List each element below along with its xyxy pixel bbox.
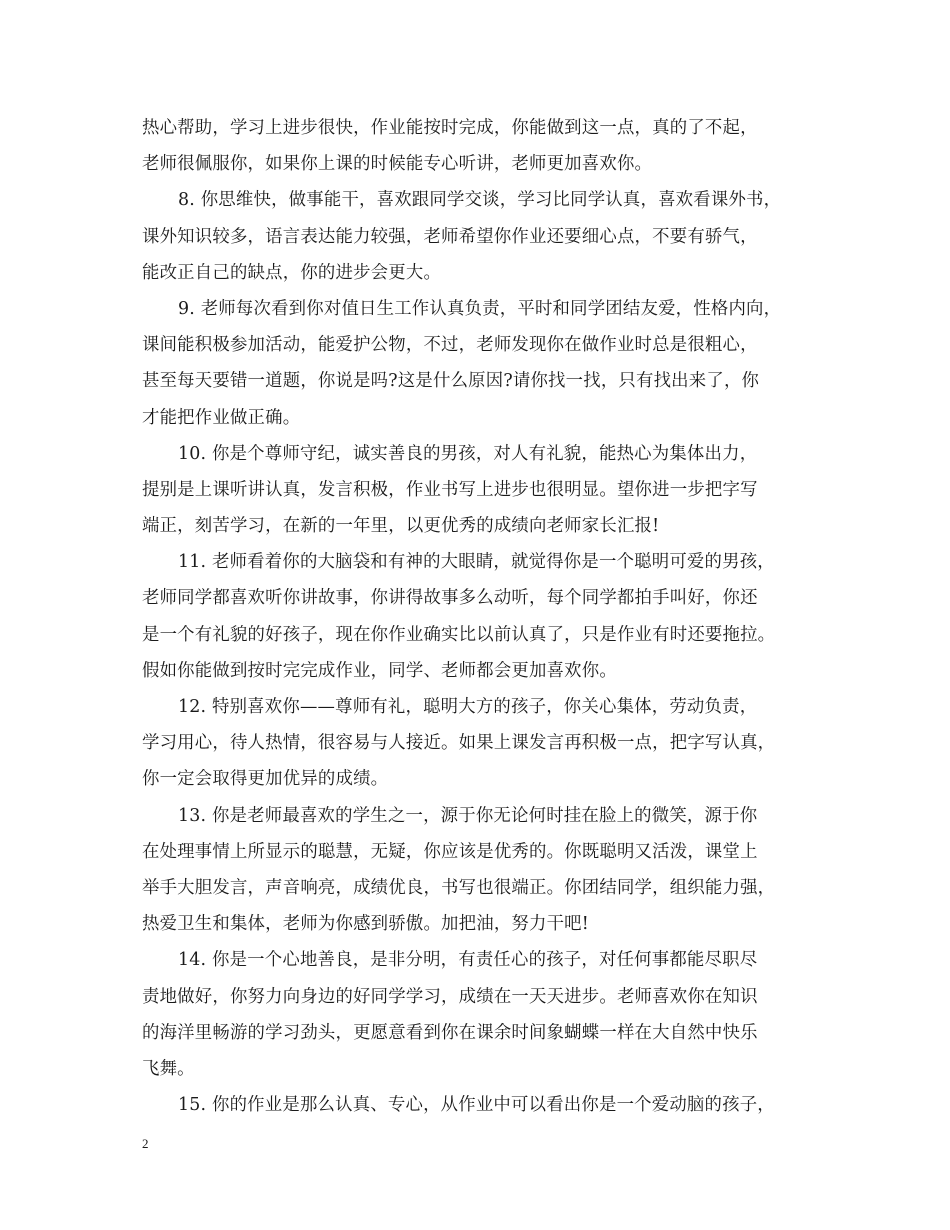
text-line: 能改正自己的缺点，你的进步会更大。 <box>142 262 442 283</box>
paragraph-start-line: 14. 你是一个心地善良，是非分明，有责任心的孩子，对任何事都能尽职尽 <box>178 950 758 971</box>
text-line: 课间能积极参加活动，能爱护公物，不过，老师发现你在做作业时总是很粗心， <box>142 335 758 356</box>
text-line: 的海洋里畅游的学习劲头，更愿意看到你在课余时间象蝴蝶一样在大自然中快乐 <box>142 1022 758 1043</box>
text-line: 端正，刻苦学习，在新的一年里，以更优秀的成绩向老师家长汇报! <box>142 516 660 537</box>
text-line: 学习用心，待人热情，很容易与人接近。如果上课发言再积极一点，把字写认真， <box>142 733 776 754</box>
paragraph-start-line: 12. 特别喜欢你——尊师有礼，聪明大方的孩子，你关心集体，劳动负责， <box>178 697 758 717</box>
text-line: 热心帮助，学习上进步很快，作业能按时完成，你能做到这一点，真的了不起， <box>142 118 758 138</box>
text-line: 才能把作业做正确。 <box>142 407 301 428</box>
text-line: 假如你能做到按时完完成作业，同学、老师都会更加喜欢你。 <box>142 660 617 681</box>
text-line: 甚至每天要错一道题，你说是吗?这是什么原因?请你找一找，只有找出来了，你 <box>142 371 760 392</box>
text-line: 热爱卫生和集体，老师为你感到骄傲。加把油，努力干吧! <box>142 914 589 935</box>
text-line: 课外知识较多，语言表达能力较强，老师希望你作业还要细心点，不要有骄气， <box>142 226 758 247</box>
page-number: 2 <box>142 1136 149 1151</box>
text-line: 在处理事情上所显示的聪慧，无疑，你应该是优秀的。你既聪明又活泼，课堂上 <box>142 841 758 862</box>
paragraph-start-line: 9. 老师每次看到你对值日生工作认真负责，平时和同学团结友爱，性格内向， <box>178 298 782 319</box>
text-line: 提别是上课听讲认真，发言积极，作业书写上进步也很明显。望你进一步把字写 <box>142 479 758 500</box>
text-line: 你一定会取得更加优异的成绩。 <box>142 769 389 790</box>
text-line: 责地做好，你努力向身边的好同学学习，成绩在一天天进步。老师喜欢你在知识 <box>142 986 758 1007</box>
text-line: 老师同学都喜欢听你讲故事，你讲得故事多么动听，每个同学都拍手叫好，你还 <box>142 588 758 609</box>
text-line: 是一个有礼貌的好孩子，现在你作业确实比以前认真了，只是作业有时还要拖拉。 <box>142 624 776 645</box>
paragraph-start-line: 10. 你是个尊师守纪，诚实善良的男孩，对人有礼貌，能热心为集体出力， <box>178 443 758 464</box>
text-line: 飞舞。 <box>142 1058 195 1079</box>
paragraph-start-line: 13. 你是老师最喜欢的学生之一，源于你无论何时挂在脸上的微笑，源于你 <box>178 805 758 826</box>
paragraph-start-line: 15. 你的作业是那么认真、专心，从作业中可以看出你是一个爱动脑的孩子， <box>178 1095 775 1116</box>
paragraph-start-line: 8. 你思维快，做事能干，喜欢跟同学交谈，学习比同学认真，喜欢看课外书， <box>178 190 782 211</box>
text-line: 举手大胆发言，声音响亮，成绩优良，书写也很端正。你团结同学，组织能力强， <box>142 877 776 898</box>
text-line: 老师很佩服你，如果你上课的时候能专心听讲，老师更加喜欢你。 <box>142 154 653 175</box>
document-body <box>142 110 826 1123</box>
paragraph-start-line: 11. 老师看着你的大脑袋和有神的大眼睛，就觉得你是一个聪明可爱的男孩， <box>178 552 775 573</box>
